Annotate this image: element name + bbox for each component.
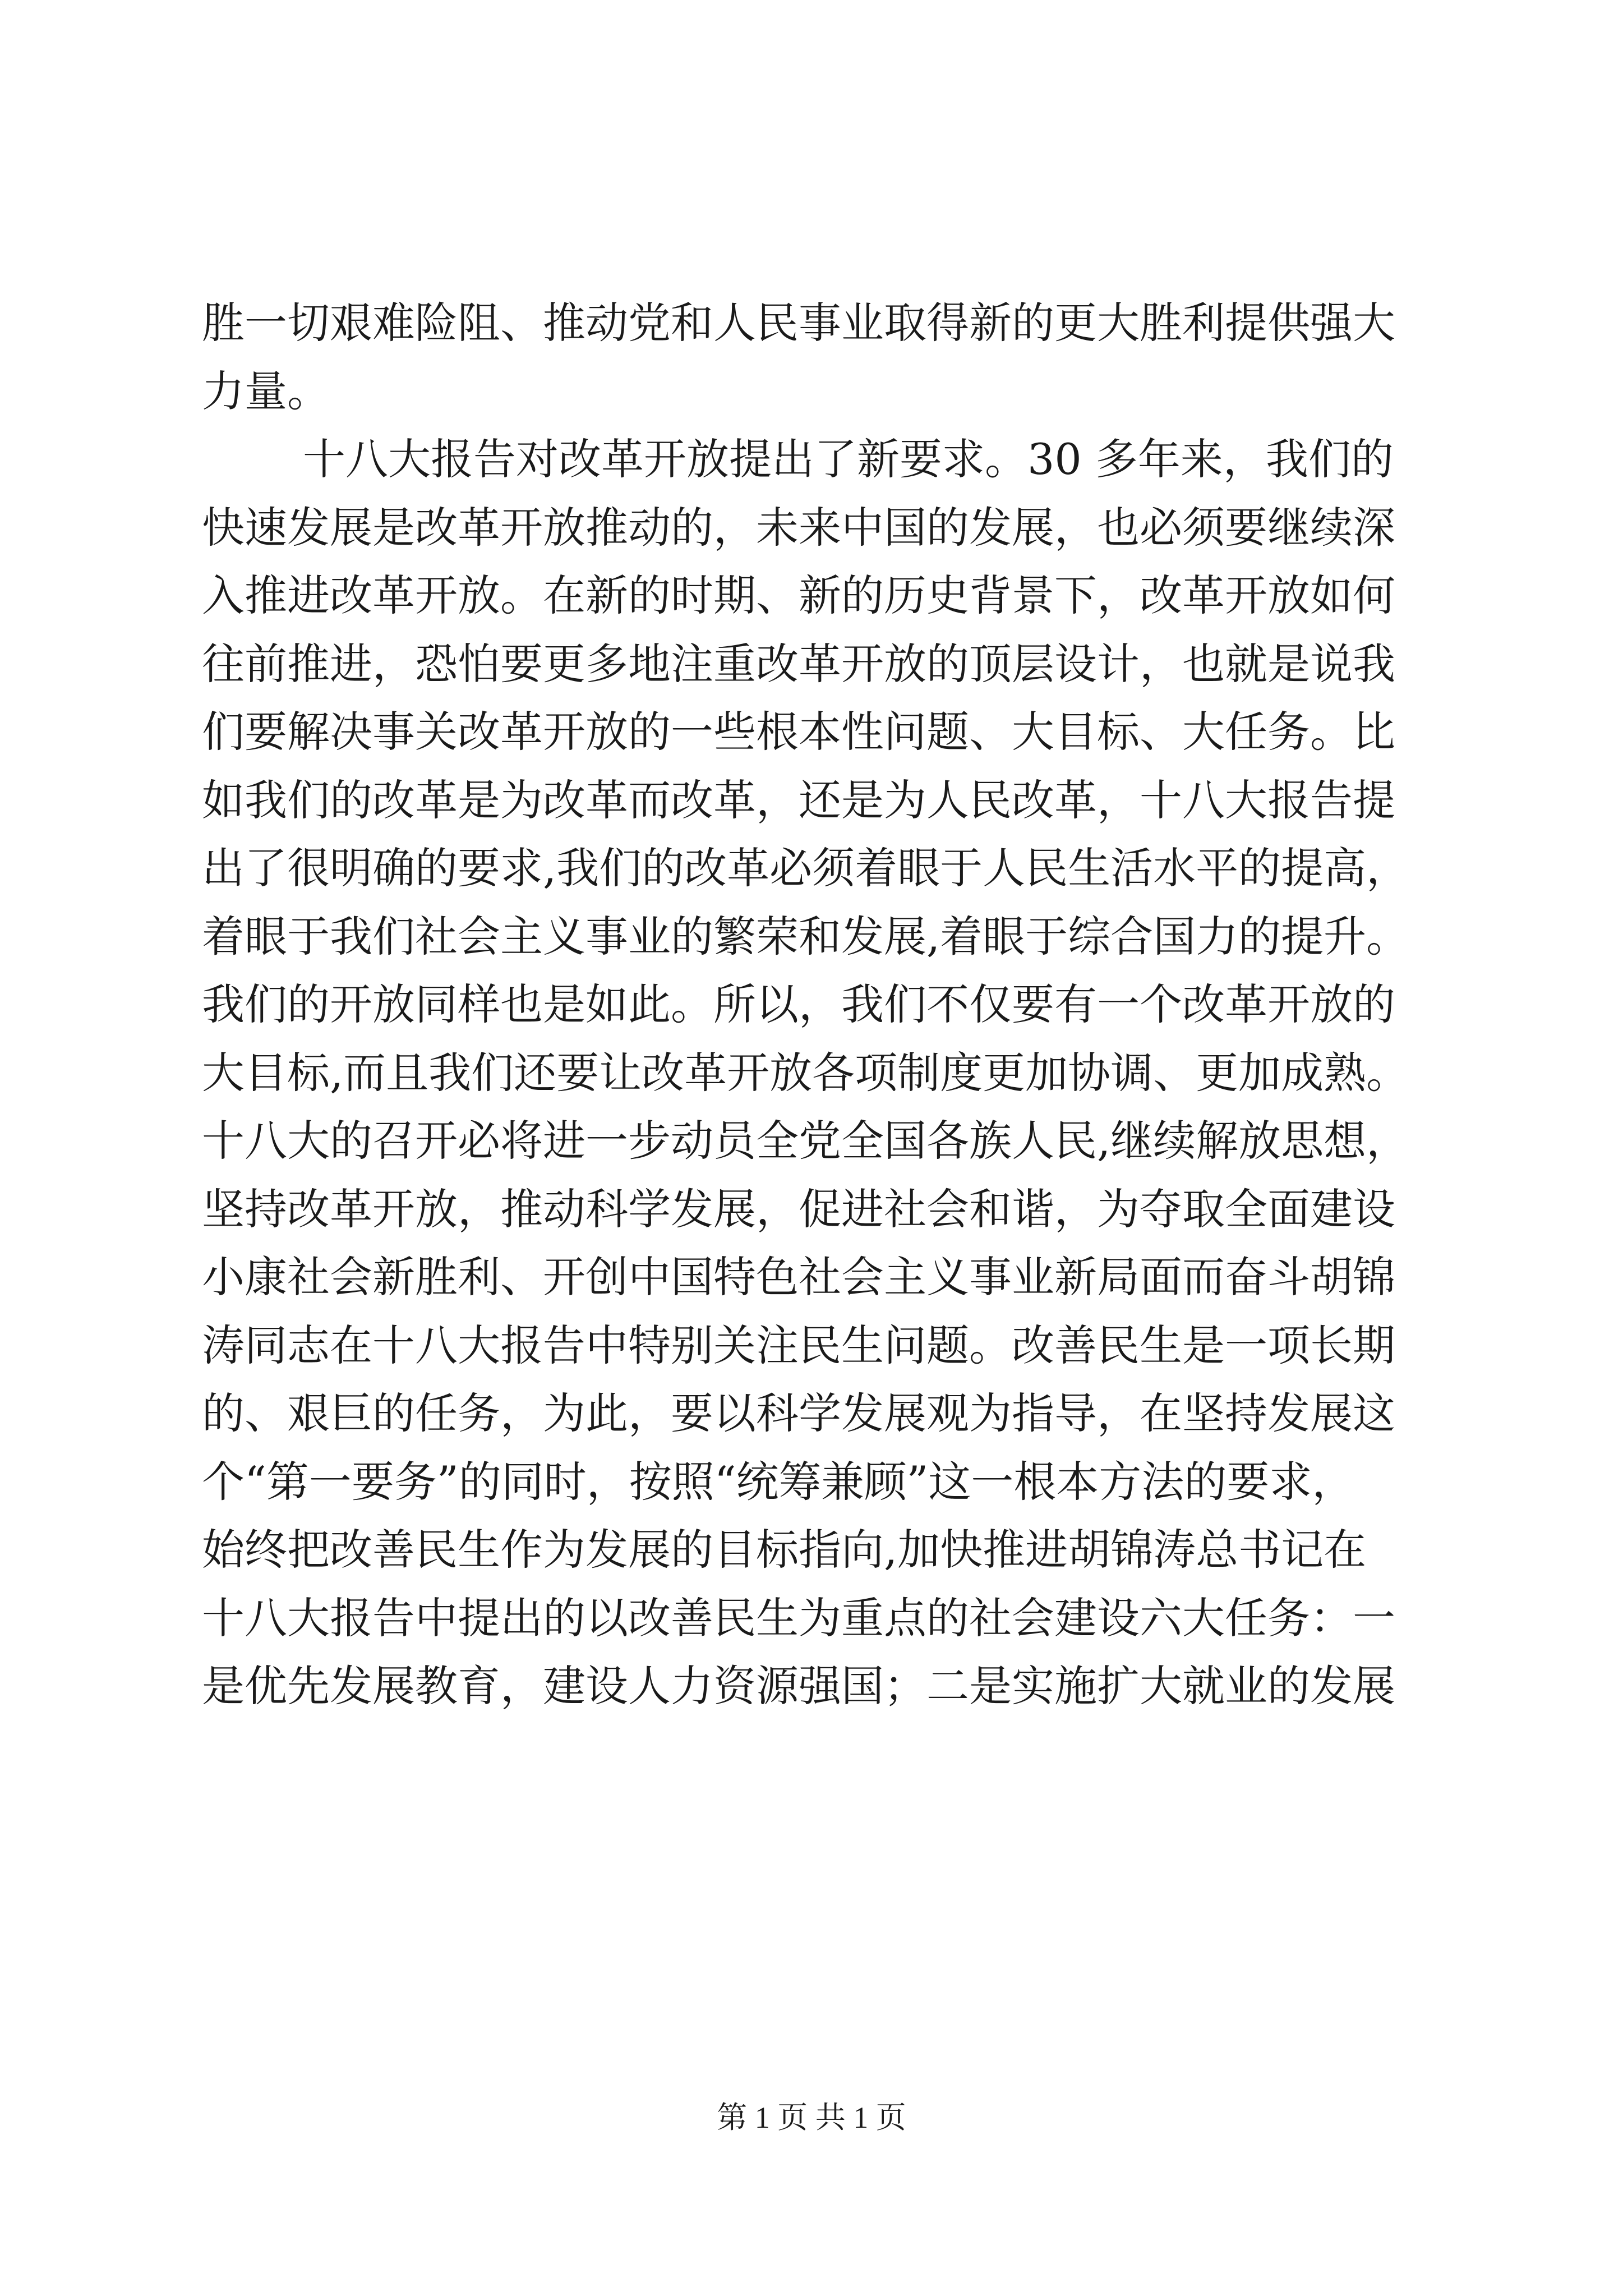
text-line: 胜一切艰难险阻、推动党和人民事业取得新的更大胜利提供强大 (202, 298, 1395, 348)
text-line: 小康社会新胜利、开创中国特色社会主义事业新局面而奋斗胡锦 (202, 1252, 1395, 1302)
page-number: 第 1 页 共 1 页 (717, 2101, 906, 2134)
text-line: 十八大报告中提出的以改善民生为重点的社会建设六大任务：一 (202, 1593, 1395, 1643)
text-line: 力量。 (202, 366, 330, 416)
text-line: 大目标,而且我们还要让改革开放各项制度更加协调、更加成熟。 (202, 1047, 1409, 1098)
text-line: 快速发展是改革开放推动的，未来中国的发展，也必须要继续深 (202, 502, 1395, 553)
body-text (202, 289, 1424, 1720)
text-line: 入推进改革开放。在新的时期、新的历史背景下，改革开放如何 (202, 570, 1395, 620)
paragraph-first-line: 十八大报告对改革开放提出了新要求。30 多年来，我们的 (303, 434, 1394, 484)
text-line: 是优先发展教育，建设人力资源强国；二是实施扩大就业的发展 (202, 1661, 1395, 1711)
text-line: 始终把改善民生作为发展的目标指向,加快推进胡锦涛总书记在 (202, 1525, 1367, 1575)
text-line: 涛同志在十八大报告中特别关注民生问题。改善民生是一项长期 (202, 1320, 1395, 1370)
text-line: 我们的开放同样也是如此。所以，我们不仅要有一个改革开放的 (202, 979, 1395, 1029)
text-line: 如我们的改革是为改革而改革，还是为人民改革，十八大报告提 (202, 775, 1395, 825)
text-line: 往前推进，恐怕要更多地注重改革开放的顶层设计，也就是说我 (202, 638, 1395, 689)
text-line: 个“第一要务”的同时，按照“统筹兼顾”这一根本方法的要求， (202, 1456, 1355, 1507)
text-line: 出了很明确的要求,我们的改革必须着眼于人民生活水平的提高， (202, 843, 1409, 893)
text-line: 坚持改革开放，推动科学发展，促进社会和谐，为夺取全面建设 (202, 1184, 1395, 1234)
text-line: 的、艰巨的任务，为此，要以科学发展观为指导，在坚持发展这 (202, 1388, 1395, 1438)
text-line: 们要解决事关改革开放的一些根本性问题、大目标、大任务。比 (202, 707, 1395, 757)
text-line: 着眼于我们社会主义事业的繁荣和发展,着眼于综合国力的提升。 (202, 911, 1409, 961)
page-footer (0, 2098, 1623, 2137)
text-line: 十八大的召开必将进一步动员全党全国各族人民,继续解放思想， (202, 1116, 1409, 1166)
